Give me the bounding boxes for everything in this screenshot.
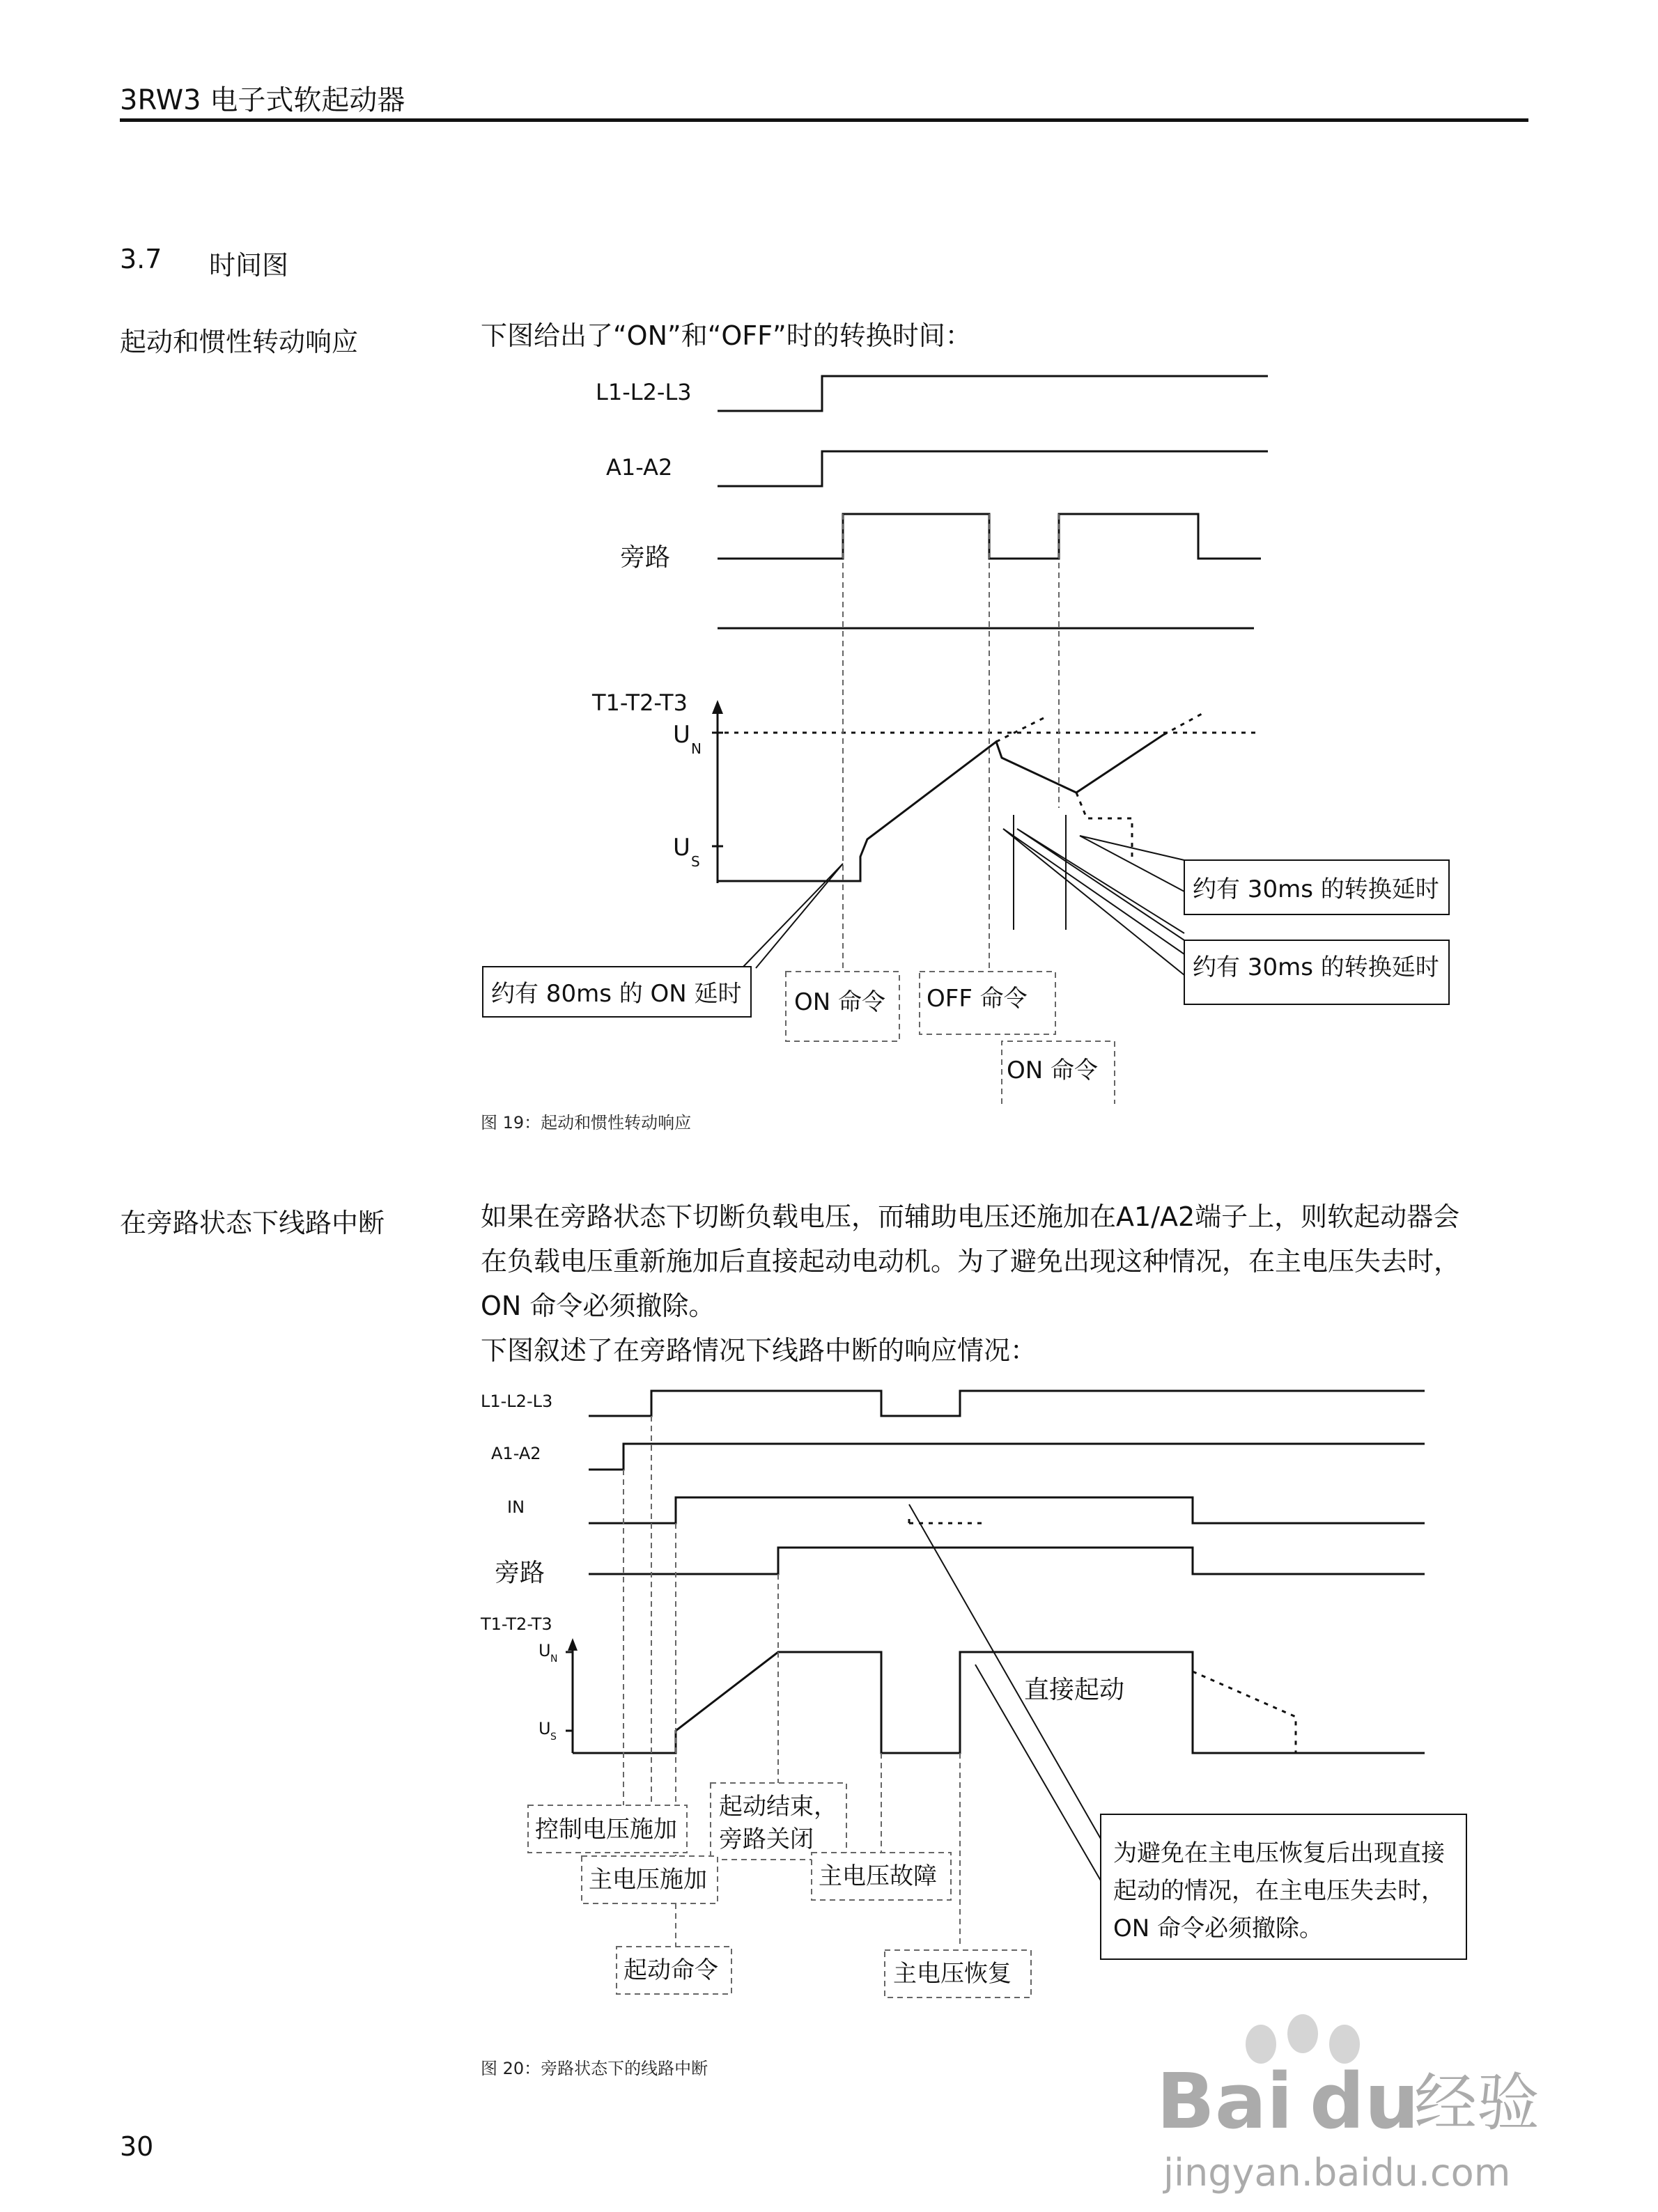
fig19-label-switch-delay-1: 约有 30ms 的转换延时 — [1193, 875, 1439, 903]
para-line-4: 下图叙述了在旁路情况下线路中断的响应情况： — [481, 1335, 1037, 1366]
fig20-label-start-end-2: 旁路关闭 — [719, 1825, 814, 1853]
fig19-label-a1a2: A1-A2 — [606, 454, 673, 481]
para-line-2: 在负载电压重新施加后直接起动电动机。为了避免出现这种情况，在主电压失去时， — [481, 1246, 1461, 1277]
fig19-label-delay-on: 约有 80ms 的 ON 延时 — [491, 980, 742, 1008]
side-label-line-interruption: 在旁路状态下线路中断 — [120, 1208, 385, 1238]
fig20-label-l1l2l3: L1-L2-L3 — [481, 1392, 553, 1411]
fig19-label-bypass: 旁路 — [620, 543, 671, 572]
fig19-label-off-cmd: OFF 命令 — [927, 985, 1028, 1013]
figure-19-caption: 图 19：起动和惯性转动响应 — [481, 1113, 692, 1132]
fig19-l1l2l3-signal — [718, 376, 1268, 411]
fig19-y-axis-arrow — [712, 700, 723, 714]
fig19-label-on-cmd: ON 命令 — [794, 988, 886, 1016]
watermark-url: jingyan.baidu.com — [1163, 2151, 1511, 2195]
fig20-label-bypass: 旁路 — [495, 1559, 545, 1587]
fig20-label-main-fault: 主电压故障 — [819, 1862, 937, 1890]
fig20-note-line-2: 起动的情况，在主电压失去时， — [1113, 1877, 1445, 1905]
fig20-l1l2l3-signal — [589, 1391, 1425, 1416]
fig19-label-t1t2t3: T1-T2-T3 — [592, 690, 688, 716]
fig19-label-un: U — [673, 721, 690, 749]
fig20-bypass-signal — [589, 1548, 1425, 1574]
figure-20-timing-diagram — [0, 1365, 1658, 2062]
fig20-label-main-restore: 主电压恢复 — [893, 1960, 1012, 1988]
fig20-output-voltage — [573, 1652, 1425, 1753]
fig20-label-direct-start: 直接起动 — [1024, 1676, 1125, 1704]
fig19-label-on-cmd2: ON 命令 — [1007, 1057, 1099, 1084]
fig19-label-us: U — [673, 834, 690, 862]
fig19-label-un-sub: N — [691, 740, 702, 757]
fig20-label-ctrl-voltage: 控制电压施加 — [535, 1816, 677, 1844]
fig20-label-start-cmd: 起动命令 — [623, 1956, 718, 1984]
fig20-in-signal — [589, 1497, 1425, 1523]
watermark-brand-cn: 经验 — [1414, 2066, 1540, 2140]
fig19-label-switch-delay-2: 约有 30ms 的转换延时 — [1193, 953, 1439, 981]
fig19-label-us-sub: S — [691, 853, 700, 870]
fig19-a1a2-signal — [718, 451, 1268, 486]
side-label-start-response: 起动和惯性转动响应 — [120, 327, 359, 357]
watermark-brand-prefix: Bai — [1156, 2057, 1293, 2146]
fig20-label-main-voltage: 主电压施加 — [589, 1866, 707, 1894]
para-line-1: 如果在旁路状态下切断负载电压，而辅助电压还施加在A1/A2端子上，则软起动器会 — [481, 1201, 1460, 1232]
section-number: 3.7 — [120, 244, 162, 274]
para-line-3: ON 命令必须撤除。 — [481, 1291, 715, 1321]
fig20-label-a1a2: A1-A2 — [491, 1444, 541, 1463]
fig20-label-us-sub: S — [550, 1731, 557, 1743]
fig20-a1a2-signal — [589, 1444, 1425, 1470]
header-title: 3RW3 电子式软起动器 — [120, 84, 405, 116]
section-title: 时间图 — [209, 250, 289, 281]
fig20-label-in: IN — [507, 1497, 525, 1517]
fig20-label-us: U — [539, 1719, 551, 1738]
page-number: 30 — [120, 2131, 154, 2162]
fig20-note-line-3: ON 命令必须撤除。 — [1113, 1915, 1324, 1942]
fig20-label-un: U — [539, 1641, 551, 1660]
fig19-output-voltage — [718, 735, 1163, 881]
fig20-label-un-sub: N — [550, 1653, 558, 1665]
fig20-label-start-end-1: 起动结束， — [719, 1793, 837, 1821]
fig20-note-line-1: 为避免在主电压恢复后出现直接 — [1113, 1839, 1445, 1867]
fig19-label-l1l2l3: L1-L2-L3 — [596, 379, 692, 405]
fig20-label-t1t2t3: T1-T2-T3 — [481, 1614, 552, 1634]
figure-20-caption: 图 20：旁路状态下的线路中断 — [481, 2059, 708, 2078]
baidu-jingyan-watermark — [1136, 2006, 1581, 2201]
watermark-brand-suffix: du — [1310, 2057, 1420, 2146]
intro-text-fig19: 下图给出了“ON”和“OFF”时的转换时间： — [481, 320, 972, 351]
